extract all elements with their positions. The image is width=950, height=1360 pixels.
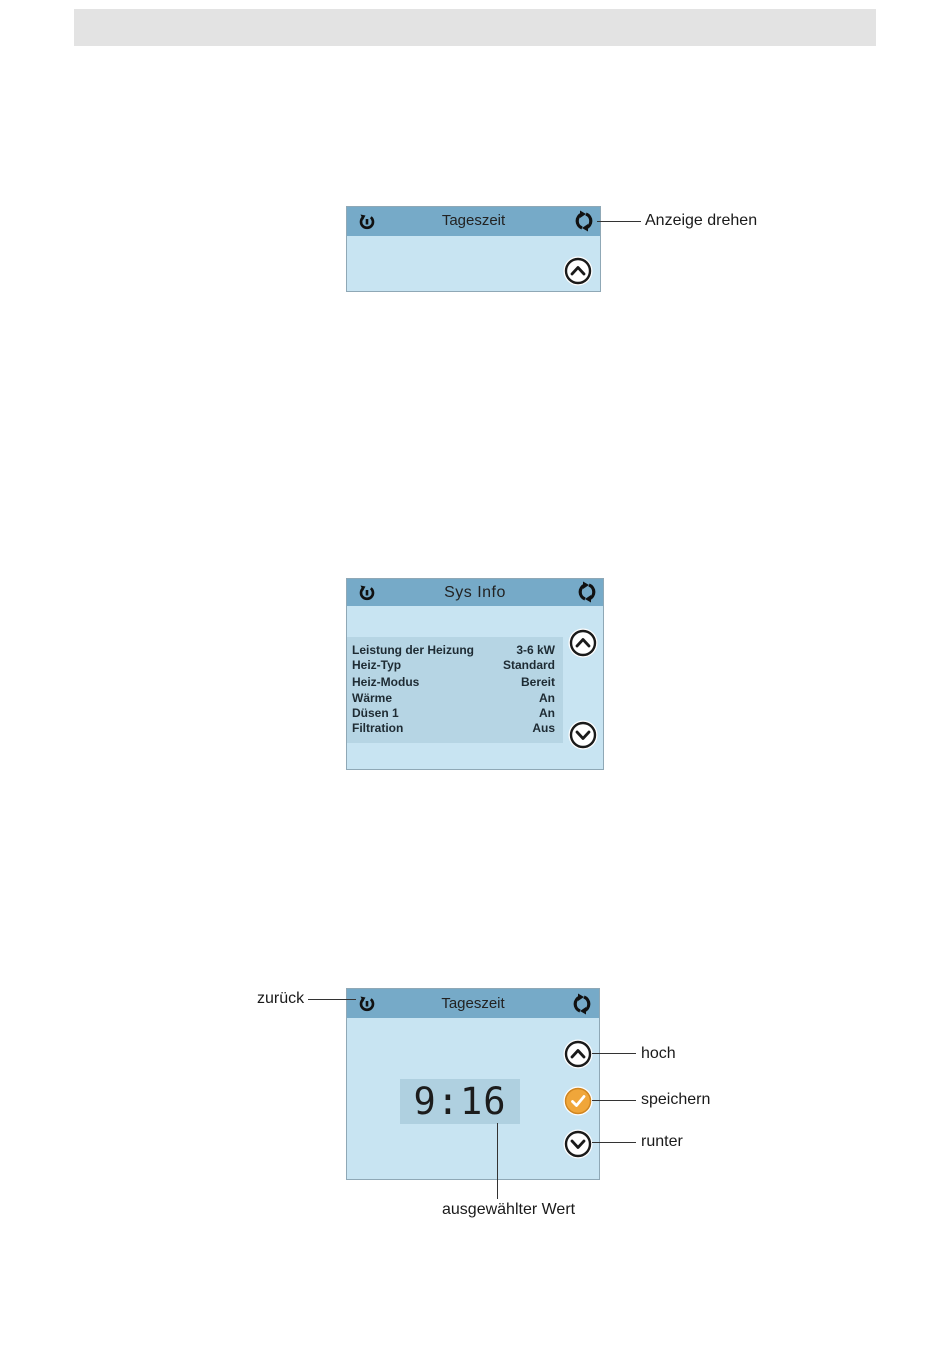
page-header-bar bbox=[74, 9, 876, 46]
info-label: Filtration bbox=[352, 721, 404, 735]
selected-value-display bbox=[400, 1079, 520, 1124]
rotate-icon[interactable] bbox=[574, 581, 600, 603]
up-button[interactable] bbox=[563, 256, 593, 286]
screen-title: Tageszeit bbox=[441, 995, 505, 1012]
list-item bbox=[352, 691, 555, 707]
info-label: Düsen 1 bbox=[352, 706, 399, 720]
sys-info-list bbox=[347, 637, 563, 743]
screen-title: Sys Info bbox=[444, 584, 506, 601]
save-button[interactable] bbox=[563, 1086, 593, 1116]
info-value: An bbox=[539, 691, 555, 705]
up-button[interactable] bbox=[563, 1039, 593, 1069]
info-label: Heiz-Typ bbox=[352, 658, 402, 672]
screen-title: Tageszeit bbox=[441, 212, 506, 229]
callout-line-rotate bbox=[597, 221, 641, 222]
down-button[interactable] bbox=[563, 1129, 593, 1159]
info-label: Wärme bbox=[352, 691, 393, 705]
callout-anzeige-drehen: Anzeige drehen bbox=[645, 212, 758, 229]
screen-tageszeit-edit bbox=[346, 988, 600, 1180]
rotate-icon[interactable] bbox=[571, 210, 597, 232]
callout-ausgewaehlter-wert: ausgewählter Wert bbox=[442, 1201, 576, 1218]
callout-line-selected-value bbox=[497, 1123, 498, 1199]
info-label: Leistung der Heizung bbox=[352, 643, 475, 657]
title-bar bbox=[347, 579, 603, 606]
callout-line-back bbox=[308, 999, 356, 1000]
list-item bbox=[352, 675, 555, 691]
callout-speichern: speichern bbox=[641, 1091, 711, 1108]
info-value: 3-6 kW bbox=[516, 643, 555, 657]
info-value: Aus bbox=[532, 721, 555, 735]
screen-sys-info bbox=[346, 578, 604, 770]
list-item bbox=[352, 643, 555, 659]
time-value: 9:16 bbox=[413, 1080, 507, 1123]
callout-runter: runter bbox=[641, 1133, 683, 1150]
callout-line-up bbox=[592, 1053, 636, 1054]
rotate-icon[interactable] bbox=[569, 993, 595, 1015]
info-value: Standard bbox=[502, 658, 555, 672]
info-label: Heiz-Modus bbox=[352, 675, 420, 689]
down-button[interactable] bbox=[568, 720, 598, 750]
list-item bbox=[352, 721, 555, 737]
list-item bbox=[352, 706, 555, 722]
info-value: Bereit bbox=[520, 675, 555, 689]
callout-zurueck: zurück bbox=[257, 990, 305, 1007]
title-bar bbox=[347, 989, 599, 1018]
title-bar bbox=[347, 207, 600, 236]
callout-line-down bbox=[592, 1142, 636, 1143]
screen-tageszeit-rotate bbox=[346, 206, 601, 292]
callout-line-save bbox=[592, 1100, 636, 1101]
up-button[interactable] bbox=[568, 628, 598, 658]
list-item bbox=[352, 658, 555, 674]
info-value: An bbox=[539, 706, 555, 720]
callout-hoch: hoch bbox=[641, 1045, 676, 1062]
